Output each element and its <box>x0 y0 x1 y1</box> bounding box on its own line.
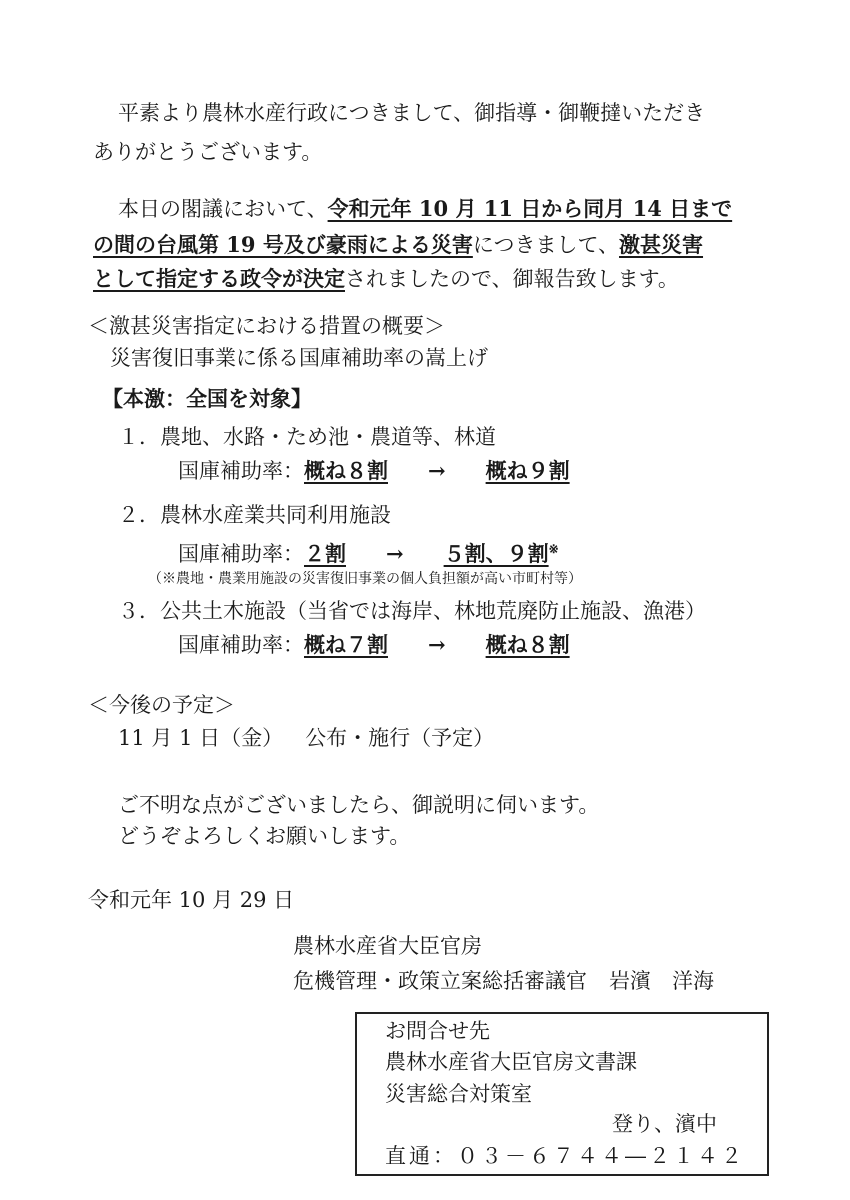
closing-line-1: ご不明な点がございましたら、御説明に伺います。 <box>118 793 600 817</box>
signature-name: 岩濱 洋海 <box>609 969 714 993</box>
ordinance-decision: として指定する政令が決定 <box>93 266 345 291</box>
disaster-period: 令和元年 10 月 11 日から同月 14 日まで <box>327 196 733 221</box>
measure-item-3-title: ３．公共土木施設（当省では海岸、林地荒廃防止施設、漁港） <box>118 599 706 623</box>
arrow-icon: → <box>428 632 446 657</box>
announcement-text: されましたので、御報告致します。 <box>345 267 679 291</box>
measure-item-2-rate <box>178 534 559 569</box>
announcement-line-1 <box>118 194 732 224</box>
announcement-line-2 <box>93 230 703 260</box>
note-mark: ※ <box>548 542 559 556</box>
signature-title: 危機管理・政策立案総括審議官 <box>293 969 587 993</box>
intro-line-1: 平素より農林水産行政につきまして、御指導・御鞭撻いただき <box>118 101 706 125</box>
arrow-icon: → <box>386 541 404 566</box>
contact-office: 災害総合対策室 <box>385 1082 532 1106</box>
rate-label: 国庫補助率： <box>178 542 304 566</box>
schedule-item <box>118 723 494 753</box>
measures-subheading: 災害復旧事業に係る国庫補助率の嵩上げ <box>110 346 488 370</box>
disaster-cause: の間の台風第 19 号及び豪雨による災害 <box>93 232 473 257</box>
arrow-icon: → <box>428 458 446 483</box>
contact-staff: 登り、濱中 <box>612 1112 717 1136</box>
rate-label: 国庫補助率： <box>178 459 304 483</box>
closing-line-2: どうぞよろしくお願いします。 <box>118 824 411 848</box>
contact-dept: 農林水産省大臣官房文書課 <box>385 1050 637 1074</box>
measure-item-1-rate <box>178 456 570 486</box>
rate-label: 国庫補助率： <box>178 633 304 657</box>
schedule-heading: ＜今後の予定＞ <box>88 693 235 717</box>
measure-item-1-title: １．農地、水路・ため池・農道等、林道 <box>118 425 496 449</box>
announcement-text: 本日の閣議において、 <box>118 197 328 221</box>
measure-item-2-title: ２．農林水産業共同利用施設 <box>118 503 391 527</box>
rate-from: 概ね７割 <box>304 632 388 657</box>
schedule-date: 11 月 1 日（金） <box>118 726 284 750</box>
contact-phone: 直通：０３－６７４４―２１４２ <box>385 1144 745 1168</box>
schedule-event: 公布・施行（予定） <box>305 726 495 750</box>
signature-line <box>293 966 714 996</box>
document-date: 令和元年 10 月 29 日 <box>88 888 295 912</box>
rate-to: ５割、９割 <box>443 541 549 566</box>
rate-from: ２割 <box>304 541 346 566</box>
measure-item-2-note: （※農地・農業用施設の災害復旧事業の個人負担額が高い市町村等） <box>148 571 582 587</box>
measures-heading: ＜激甚災害指定における措置の概要＞ <box>88 314 445 338</box>
rate-to: 概ね９割 <box>485 458 570 483</box>
announcement-line-3 <box>93 264 679 294</box>
signature-org: 農林水産省大臣官房 <box>293 934 482 958</box>
rate-to: 概ね８割 <box>485 632 570 657</box>
severe-disaster-label: 激甚災害 <box>619 232 704 257</box>
announcement-text: につきまして、 <box>472 233 620 257</box>
measure-item-3-rate <box>178 630 570 660</box>
scope-label: 【本激：全国を対象】 <box>102 386 312 411</box>
contact-label: お問合せ先 <box>385 1019 490 1043</box>
intro-line-2: ありがとうございます。 <box>93 140 323 164</box>
rate-from: 概ね８割 <box>304 458 388 483</box>
